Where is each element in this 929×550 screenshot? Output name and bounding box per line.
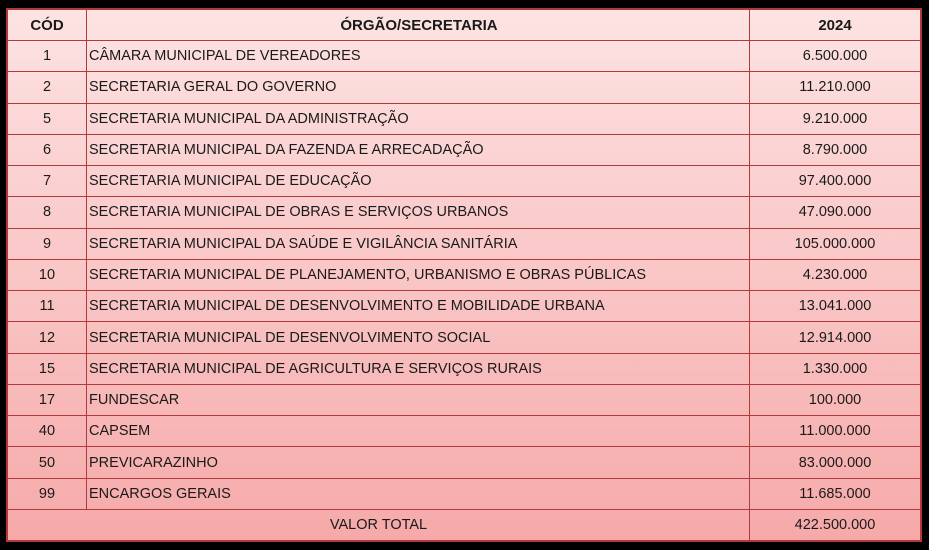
table-row (8, 353, 921, 384)
row-valor: 105.000.000 (750, 228, 921, 259)
row-cod: 1 (8, 41, 87, 72)
row-orgao: SECRETARIA MUNICIPAL DE PLANEJAMENTO, URBANISMO E OBRAS PÚBLICAS (87, 259, 750, 290)
table-row (8, 384, 921, 415)
row-valor: 12.914.000 (750, 322, 921, 353)
table-row (8, 103, 921, 134)
table-row (8, 322, 921, 353)
row-valor: 100.000 (750, 384, 921, 415)
row-orgao: SECRETARIA MUNICIPAL DE AGRICULTURA E SERVIÇOS RURAIS (87, 353, 750, 384)
row-orgao: SECRETARIA MUNICIPAL DA FAZENDA E ARRECADAÇÃO (87, 134, 750, 165)
row-orgao: SECRETARIA MUNICIPAL DA SAÚDE E VIGILÂNCIA SANITÁRIA (87, 228, 750, 259)
row-valor: 9.210.000 (750, 103, 921, 134)
table-row (8, 447, 921, 478)
table-row (8, 166, 921, 197)
row-orgao: CAPSEM (87, 416, 750, 447)
row-valor: 11.685.000 (750, 478, 921, 509)
header-year: 2024 (750, 10, 921, 41)
row-orgao: SECRETARIA MUNICIPAL DE OBRAS E SERVIÇOS URBANOS (87, 197, 750, 228)
row-valor: 4.230.000 (750, 259, 921, 290)
table-header-row (8, 10, 921, 41)
row-orgao: SECRETARIA MUNICIPAL DE EDUCAÇÃO (87, 166, 750, 197)
row-orgao: FUNDESCAR (87, 384, 750, 415)
row-orgao: CÂMARA MUNICIPAL DE VEREADORES (87, 41, 750, 72)
budget-table (7, 9, 921, 541)
budget-table-container (6, 8, 922, 542)
row-cod: 2 (8, 72, 87, 103)
row-valor: 11.210.000 (750, 72, 921, 103)
row-cod: 17 (8, 384, 87, 415)
row-cod: 6 (8, 134, 87, 165)
row-cod: 5 (8, 103, 87, 134)
total-value: 422.500.000 (750, 510, 921, 541)
row-cod: 8 (8, 197, 87, 228)
row-valor: 11.000.000 (750, 416, 921, 447)
total-label: VALOR TOTAL (8, 510, 750, 541)
total-row (8, 510, 921, 541)
row-valor: 83.000.000 (750, 447, 921, 478)
row-cod: 11 (8, 291, 87, 322)
row-cod: 12 (8, 322, 87, 353)
table-row (8, 478, 921, 509)
row-cod: 15 (8, 353, 87, 384)
row-valor: 13.041.000 (750, 291, 921, 322)
row-cod: 40 (8, 416, 87, 447)
row-cod: 99 (8, 478, 87, 509)
row-cod: 10 (8, 259, 87, 290)
row-cod: 9 (8, 228, 87, 259)
table-row (8, 197, 921, 228)
row-valor: 1.330.000 (750, 353, 921, 384)
table-row (8, 228, 921, 259)
row-cod: 7 (8, 166, 87, 197)
row-valor: 6.500.000 (750, 41, 921, 72)
table-row (8, 41, 921, 72)
row-orgao: SECRETARIA MUNICIPAL DA ADMINISTRAÇÃO (87, 103, 750, 134)
table-row (8, 259, 921, 290)
row-cod: 50 (8, 447, 87, 478)
row-valor: 97.400.000 (750, 166, 921, 197)
row-orgao: SECRETARIA MUNICIPAL DE DESENVOLVIMENTO SOCIAL (87, 322, 750, 353)
row-orgao: PREVICARAZINHO (87, 447, 750, 478)
row-valor: 47.090.000 (750, 197, 921, 228)
header-cod: CÓD (8, 10, 87, 41)
row-orgao: SECRETARIA GERAL DO GOVERNO (87, 72, 750, 103)
header-orgao: ÓRGÃO/SECRETARIA (87, 10, 750, 41)
table-row (8, 72, 921, 103)
table-row (8, 416, 921, 447)
row-valor: 8.790.000 (750, 134, 921, 165)
row-orgao: SECRETARIA MUNICIPAL DE DESENVOLVIMENTO E MOBILIDADE URBANA (87, 291, 750, 322)
table-row (8, 291, 921, 322)
table-row (8, 134, 921, 165)
row-orgao: ENCARGOS GERAIS (87, 478, 750, 509)
